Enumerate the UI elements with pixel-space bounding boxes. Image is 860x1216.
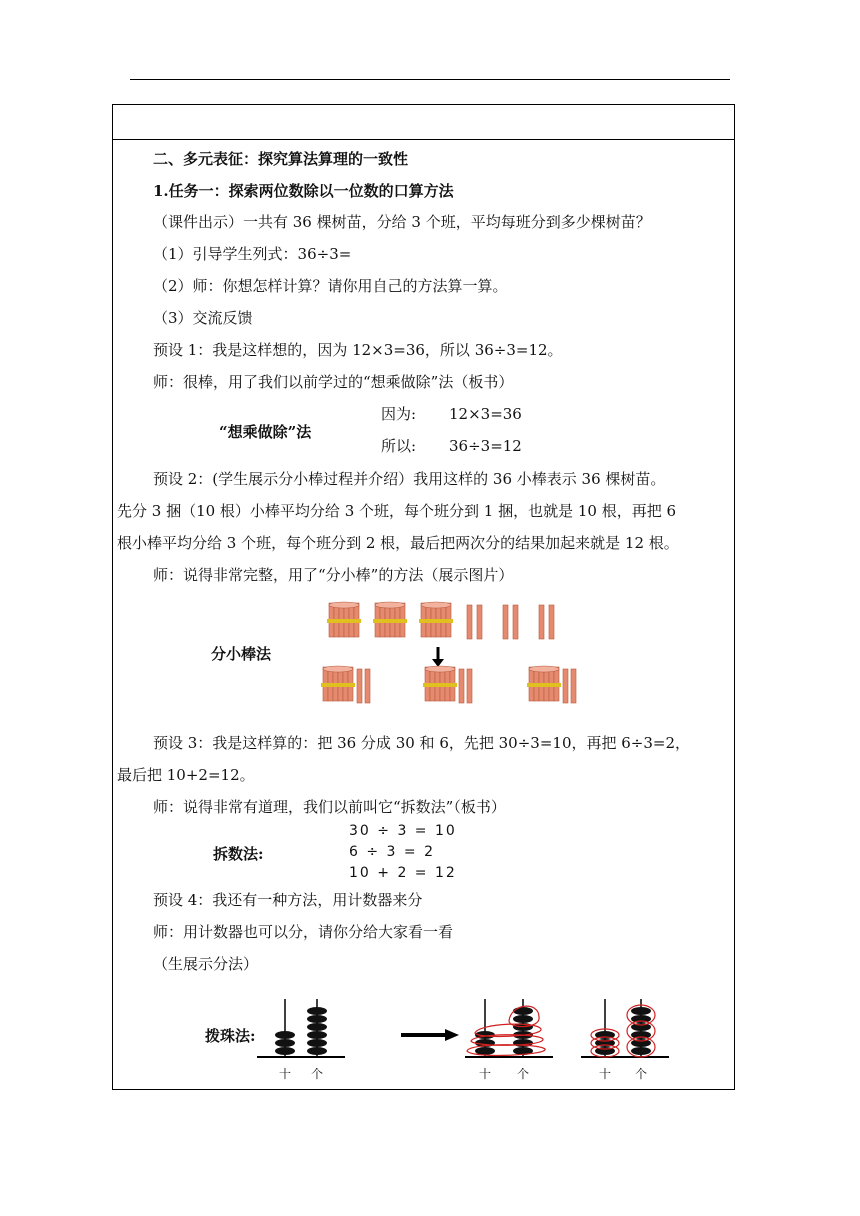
task-title: 1.任务一：探索两位数除以一位数的口算方法 xyxy=(153,182,454,200)
bundle-bottom-2 xyxy=(423,666,457,701)
problem-text: （课件出示）一共有 36 棵树苗，分给 3 个班，平均每班分到多少棵树苗？ xyxy=(153,213,651,231)
student-show: （生展示分法） xyxy=(153,955,259,973)
step-2: （2）师：你想怎样计算？请你用自己的方法算一算。 xyxy=(153,277,508,295)
stick-bottom-1b xyxy=(365,669,370,703)
abacus1-ones-label: 个 xyxy=(311,1067,324,1081)
abacus-2 xyxy=(465,999,553,1057)
split-eq-3: 10 + 2 = 12 xyxy=(349,865,457,881)
preset-1: 预设 1：我是这样想的，因为 12×3=36，所以 36÷3=12。 xyxy=(153,341,563,359)
stick-top-1 xyxy=(467,605,472,639)
preset-3-line-2: 最后把 10+2=12。 xyxy=(117,766,255,784)
preset-4: 预设 4：我还有一种方法，用计数器来分 xyxy=(153,891,423,909)
stick-bottom-1a xyxy=(357,669,362,703)
bundle-bottom-3 xyxy=(527,666,561,701)
abacus-arrow xyxy=(401,1029,459,1041)
bundle-top-3 xyxy=(419,602,453,637)
stick-bottom-2b xyxy=(467,669,472,703)
teacher-remark-4: 师：用计数器也可以分，请你分给大家看一看 xyxy=(153,923,454,941)
stick-top-4 xyxy=(513,605,518,639)
bundle-top-1 xyxy=(327,602,361,637)
stick-top-2 xyxy=(477,605,482,639)
teacher-remark-1: 师：很棒，用了我们以前学过的“想乘做除”法（板书） xyxy=(153,373,514,391)
step-3: （3）交流反馈 xyxy=(153,309,253,327)
method1-line1-prefix: 因为: xyxy=(381,405,417,423)
method-label-sticks: 分小棒法 xyxy=(211,645,272,663)
table-header-row xyxy=(113,105,734,140)
abacus2-ones-label: 个 xyxy=(517,1067,530,1081)
abacus-3 xyxy=(581,999,669,1057)
method-label-multiply: “想乘做除”法 xyxy=(219,423,312,441)
method-label-split: 拆数法: xyxy=(213,845,264,863)
stick-bottom-3a xyxy=(563,669,568,703)
method1-line2-prefix: 所以: xyxy=(381,437,417,455)
split-eq-1: 30 ÷ 3 = 10 xyxy=(349,823,457,839)
method1-line2-eq: 36÷3=12 xyxy=(449,437,522,455)
split-eq-2: 6 ÷ 3 = 2 xyxy=(349,844,435,860)
teacher-remark-2: 师：说得非常完整，用了“分小棒”的方法（展示图片） xyxy=(153,566,514,584)
abacus3-tens-label: 十 xyxy=(599,1067,612,1081)
stick-top-6 xyxy=(549,605,554,639)
preset-3-line-1: 预设 3：我是这样算的：把 36 分成 30 和 6，先把 30÷3=10，再把 6÷3=2， xyxy=(153,734,691,752)
abacus2-tens-label: 十 xyxy=(479,1067,492,1081)
sticks-illustration xyxy=(323,595,603,705)
stick-top-5 xyxy=(539,605,544,639)
teacher-remark-3: 师：说得非常有道理，我们以前叫它“拆数法”（板书） xyxy=(153,798,506,816)
stick-bottom-2a xyxy=(459,669,464,703)
stick-bottom-3b xyxy=(571,669,576,703)
preset-2-line-3: 根小棒平均分给 3 个班，每个班分到 2 根，最后把两次分的结果加起来就是 12 根。 xyxy=(117,534,679,552)
abacus-1 xyxy=(257,999,345,1057)
step-1: （1）引导学生列式：36÷3= xyxy=(153,245,352,263)
section-heading: 二、多元表征：探究算法算理的一致性 xyxy=(153,150,409,168)
bundle-bottom-1 xyxy=(321,666,355,701)
preset-2-line-1: 预设 2：(学生展示分小棒过程并介绍）我用这样的 36 小棒表示 36 棵树苗。 xyxy=(153,470,666,488)
header-rule xyxy=(130,79,730,80)
method-label-abacus: 拨珠法: xyxy=(205,1027,256,1045)
method1-line1-eq: 12×3=36 xyxy=(449,405,522,423)
lesson-table xyxy=(112,104,735,1090)
abacus3-ones-label: 个 xyxy=(635,1067,648,1081)
stick-top-3 xyxy=(503,605,508,639)
bundle-top-2 xyxy=(373,602,407,637)
abacus1-tens-label: 十 xyxy=(279,1067,292,1081)
abacus-illustration xyxy=(253,993,693,1063)
preset-2-line-2: 先分 3 捆（10 根）小棒平均分给 3 个班，每个班分到 1 捆，也就是 10 根，再把 6 xyxy=(117,502,677,520)
